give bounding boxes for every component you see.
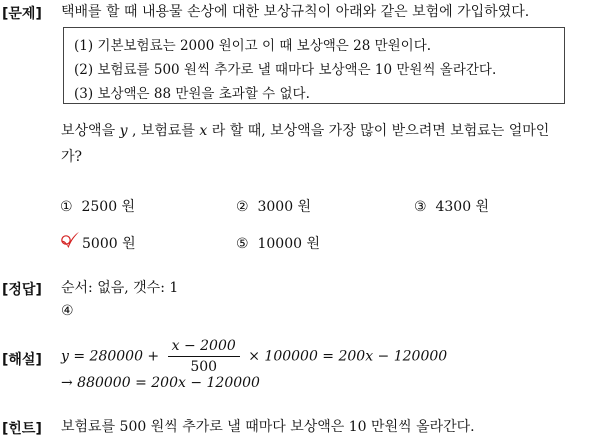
question-line-1 bbox=[61, 122, 549, 140]
solution-equation-2: → 880000 = 200x − 120000 bbox=[61, 375, 260, 391]
answer-tag: [정답] bbox=[2, 282, 42, 298]
rule-3: (3) 보상액은 88 만원을 초과할 수 없다. bbox=[74, 86, 310, 102]
option-1-text: 2500 원 bbox=[81, 199, 136, 215]
option-2[interactable] bbox=[236, 196, 311, 216]
checkmark-icon bbox=[60, 231, 80, 249]
rule-1: (1) 기본보험료는 2000 원이고 이 때 보상액은 28 만원이다. bbox=[74, 38, 432, 54]
option-5-text: 10000 원 bbox=[257, 236, 320, 252]
fraction-denominator: 500 bbox=[190, 359, 218, 375]
option-5-marker: ⑤ bbox=[236, 236, 249, 252]
solution-tag: [해설] bbox=[2, 352, 42, 368]
option-3-text: 4300 원 bbox=[435, 199, 490, 215]
eq1-left: y = 280000 + bbox=[61, 348, 160, 365]
hint-text: 보험료를 500 원씩 추가로 낼 때마다 보상액은 10 만원씩 올라간다. bbox=[61, 419, 475, 435]
fraction-numerator: x − 2000 bbox=[168, 338, 240, 357]
option-1[interactable] bbox=[60, 196, 135, 216]
question-part-c: 라 할 때, 보상액을 가장 많이 받으려면 보험료는 얼마인 bbox=[211, 123, 550, 139]
option-2-marker: ② bbox=[236, 199, 249, 215]
option-3[interactable] bbox=[414, 196, 489, 216]
solution-equation-1 bbox=[61, 338, 447, 375]
option-2-text: 3000 원 bbox=[257, 199, 312, 215]
option-5[interactable] bbox=[236, 233, 320, 253]
option-4[interactable] bbox=[82, 233, 136, 253]
option-3-marker: ③ bbox=[414, 199, 427, 215]
eq1-right: × 100000 = 200x − 120000 bbox=[248, 348, 448, 365]
var-y: y bbox=[119, 123, 128, 139]
question-part-a: 보상액을 bbox=[61, 123, 116, 139]
question-part-b: , 보험료를 bbox=[131, 123, 195, 139]
var-x: x bbox=[199, 123, 208, 139]
problem-statement: 택배를 할 때 내용물 손상에 대한 보상규칙이 아래와 같은 보험에 가입하였다. bbox=[61, 4, 530, 20]
problem-tag: [문제] bbox=[2, 6, 42, 22]
answer-meta: 순서: 없음, 갯수: 1 bbox=[61, 280, 179, 296]
rules-box bbox=[63, 27, 565, 104]
question-line-2: 가? bbox=[61, 149, 83, 165]
option-1-marker: ① bbox=[60, 199, 73, 215]
answer-choice: ④ bbox=[61, 303, 74, 319]
option-4-text: 5000 원 bbox=[82, 236, 136, 252]
rule-2: (2) 보험료를 500 원씩 추가로 낼 때마다 보상액은 10 만원씩 올라간다. bbox=[74, 62, 497, 78]
hint-tag: [힌트] bbox=[2, 421, 42, 437]
fraction bbox=[168, 338, 240, 375]
